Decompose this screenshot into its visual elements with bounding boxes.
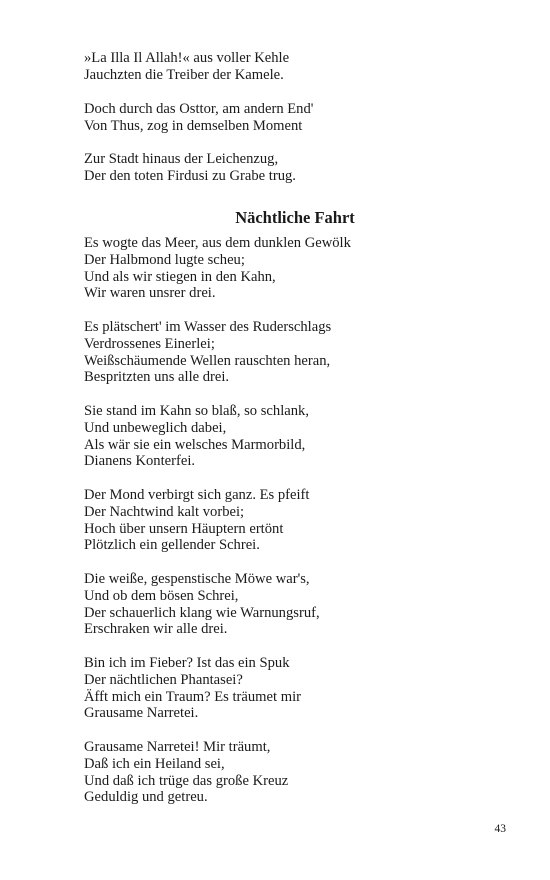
verse-line: Der schauerlich klang wie Warnungsruf, xyxy=(84,604,320,621)
verse-line: Äfft mich ein Traum? Es träumet mir xyxy=(84,688,301,705)
page-number: 43 xyxy=(494,823,506,835)
verse-line: Und unbeweglich dabei, xyxy=(84,419,227,436)
stanza xyxy=(84,235,504,302)
stanza xyxy=(84,151,504,185)
stanza xyxy=(84,319,504,386)
verse-line: Jauchzten die Treiber der Kamele. xyxy=(84,66,284,83)
verse-line: Der Nachtwind kalt vorbei; xyxy=(84,503,245,520)
stanza xyxy=(84,487,504,554)
verse-line: Verdrossenes Einerlei; xyxy=(84,335,215,352)
stanza xyxy=(84,403,504,470)
verse-line: Es wogte das Meer, aus dem dunklen Gewölk xyxy=(84,235,351,251)
verse-line: Von Thus, zog in demselben Moment xyxy=(84,117,303,134)
verse-line: Geduldig und getreu. xyxy=(84,789,208,806)
verse-line: Hoch über unsern Häuptern ertönt xyxy=(84,520,284,537)
verse-line: Der nächtlichen Phantasei? xyxy=(84,671,243,688)
verse-line: Bin ich im Fieber? Ist das ein Spuk xyxy=(84,655,290,671)
verse-line: Grausame Narretei! Mir träumt, xyxy=(84,739,271,755)
verse-line: Als wär sie ein welsches Marmorbild, xyxy=(84,436,306,453)
verse-line: Erschraken wir alle drei. xyxy=(84,621,228,638)
verse-line: Weißschäumende Wellen rauschten heran, xyxy=(84,352,331,369)
stanza xyxy=(84,101,504,135)
verse-line: Der Halbmond lugte scheu; xyxy=(84,251,245,268)
verse-line: Der den toten Firdusi zu Grabe trug. xyxy=(84,167,296,184)
verse-line: Und daß ich trüge das große Kreuz xyxy=(84,772,289,789)
verse-line: Bespritzten uns alle drei. xyxy=(84,369,230,386)
stanza xyxy=(84,655,504,722)
verse-line: »La Illa Il Allah!« aus voller Kehle xyxy=(84,50,290,66)
verse-line: Wir waren unsrer drei. xyxy=(84,285,216,302)
stanza xyxy=(84,739,504,806)
verse-line: Die weiße, gespenstische Möwe war's, xyxy=(84,571,310,587)
verse-line: Plötzlich ein gellender Schrei. xyxy=(84,537,260,554)
verse-line: Grausame Narretei. xyxy=(84,705,199,722)
verse-line: Dianens Konterfei. xyxy=(84,453,196,470)
verse-line: Es plätschert' im Wasser des Ruderschlags xyxy=(84,319,332,335)
verse-line: Der Mond verbirgt sich ganz. Es pfeift xyxy=(84,487,310,503)
verse-line: Daß ich ein Heiland sei, xyxy=(84,755,225,772)
verse-line: Zur Stadt hinaus der Leichenzug, xyxy=(84,151,279,167)
verse-line: Und als wir stiegen in den Kahn, xyxy=(84,268,276,285)
stanza xyxy=(84,571,504,638)
stanza xyxy=(84,50,504,84)
poem-title: Nächtliche Fahrt xyxy=(235,208,355,227)
verse-line: Und ob dem bösen Schrei, xyxy=(84,587,239,604)
verse-line: Sie stand im Kahn so blaß, so schlank, xyxy=(84,403,309,419)
verse-line: Doch durch das Osttor, am andern End' xyxy=(84,101,314,117)
